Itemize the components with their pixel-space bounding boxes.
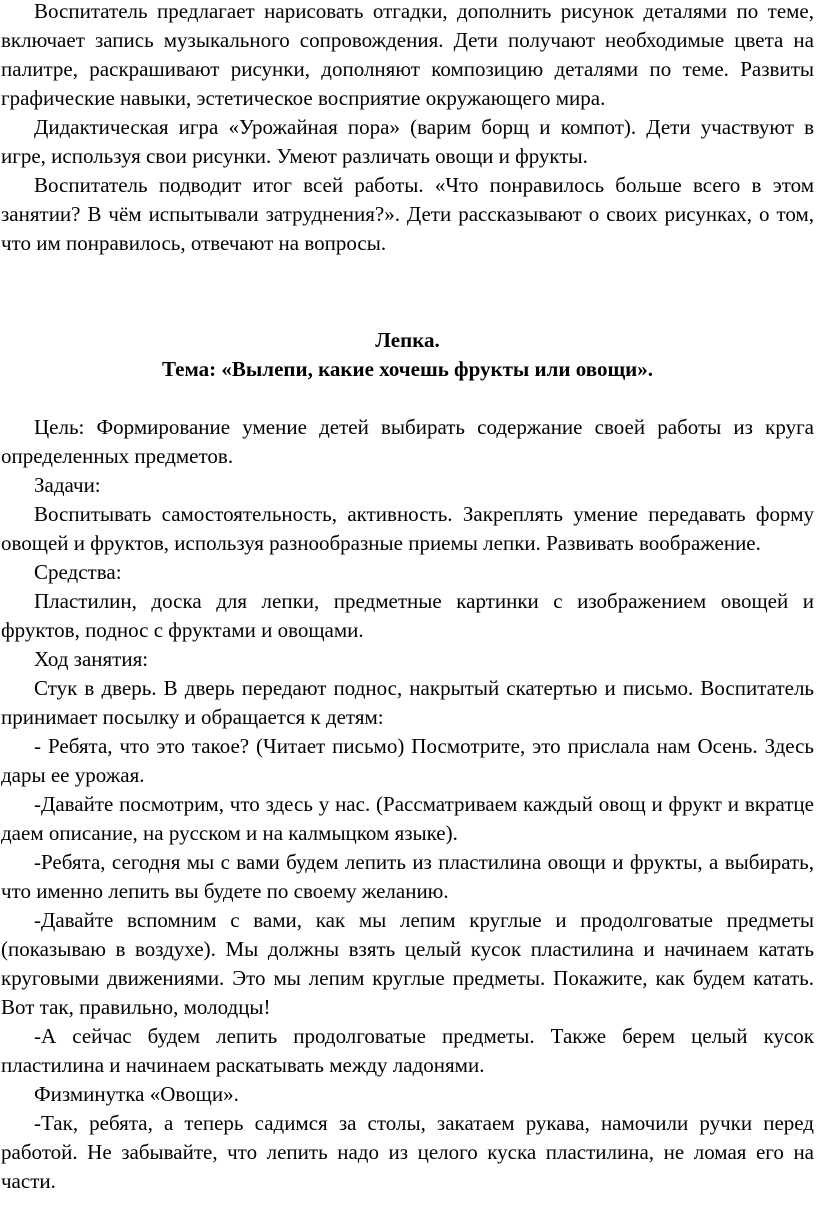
intro-paragraph-2: Дидактическая игра «Урожайная пора» (варим борщ и компот). Дети участвуют в игре, используя свои рисунки. Умеют различать овощи и фрукты. [1,115,814,168]
course-paragraph-3: -Давайте посмотрим, что здесь у нас. (Рассматриваем каждый овощ и фрукт и вкратце даем описание, на русском и на калмыцком языке). [1,792,814,845]
course-paragraph-4: -Ребята, сегодня мы с вами будем лепить из пластилина овощи и фрукты, а выбирать, что именно лепить вы будете по своему желанию. [1,850,814,903]
means-label: Средства: [34,560,122,584]
course-paragraph-2: - Ребята, что это такое? (Читает письмо) Посмотрите, это прислала нам Осень. Здесь дары ее урожая. [1,734,814,787]
course-label: Ход занятия: [34,647,149,671]
heading-spacer [1,384,814,413]
section-title: Лепка. [375,328,440,352]
tasks-label: Задачи: [34,473,101,497]
course-paragraph-5: -Давайте вспомним с вами, как мы лепим круглые и продолговатые предметы (показываю в воздухе). Мы должны взять целый кусок пластилина и начинаем катать круговыми движениями. Это мы лепим круглые предметы. Покажите, как будем катать. Вот так, правильно, молодцы! [1,908,814,1019]
intro-paragraph-1: Воспитатель предлагает нарисовать отгадки, дополнить рисунок деталями по теме, включает запись музыкального сопровождения. Дети получают необходимые цвета на палитре, раскрашивают рисунки, дополняют композицию деталями по теме. Развиты графические навыки, эстетическое восприятие окружающего мира. [1,0,814,110]
course-paragraph-6: -А сейчас будем лепить продолговатые предметы. Также берем целый кусок пластилина и начинаем раскатывать между ладонями. [1,1024,814,1077]
intro-paragraph-3: Воспитатель подводит итог всей работы. «Что понравилось больше всего в этом занятии? В чём испытывали затруднения?». Дети рассказывают о своих рисунках, о том, что им понравилось, отвечают на вопросы. [1,173,814,255]
course-paragraph-7: Физминутка «Овощи». [34,1082,239,1106]
goal-paragraph: Цель: Формирование умение детей выбирать содержание своей работы из круга определенных предметов. [1,415,814,468]
section-subtitle: Тема: «Вылепи, какие хочешь фрукты или овощи». [161,357,654,381]
means-paragraph: Пластилин, доска для лепки, предметные картинки с изображением овощей и фруктов, поднос с фруктами и овощами. [1,589,814,642]
course-paragraph-1: Стук в дверь. В дверь передают поднос, накрытый скатертью и письмо. Воспитатель принимает посылку и обращается к детям: [1,676,814,729]
tasks-paragraph: Воспитывать самостоятельность, активность. Закреплять умение передавать форму овощей и фруктов, используя разнообразные приемы лепки. Развивать воображение. [1,502,814,555]
course-paragraph-8: -Так, ребята, а теперь садимся за столы, закатаем рукава, намочили ручки перед работой. Не забывайте, что лепить надо из целого куска пластилина, не ломая его на части. [1,1111,814,1193]
section-spacer [1,258,814,326]
